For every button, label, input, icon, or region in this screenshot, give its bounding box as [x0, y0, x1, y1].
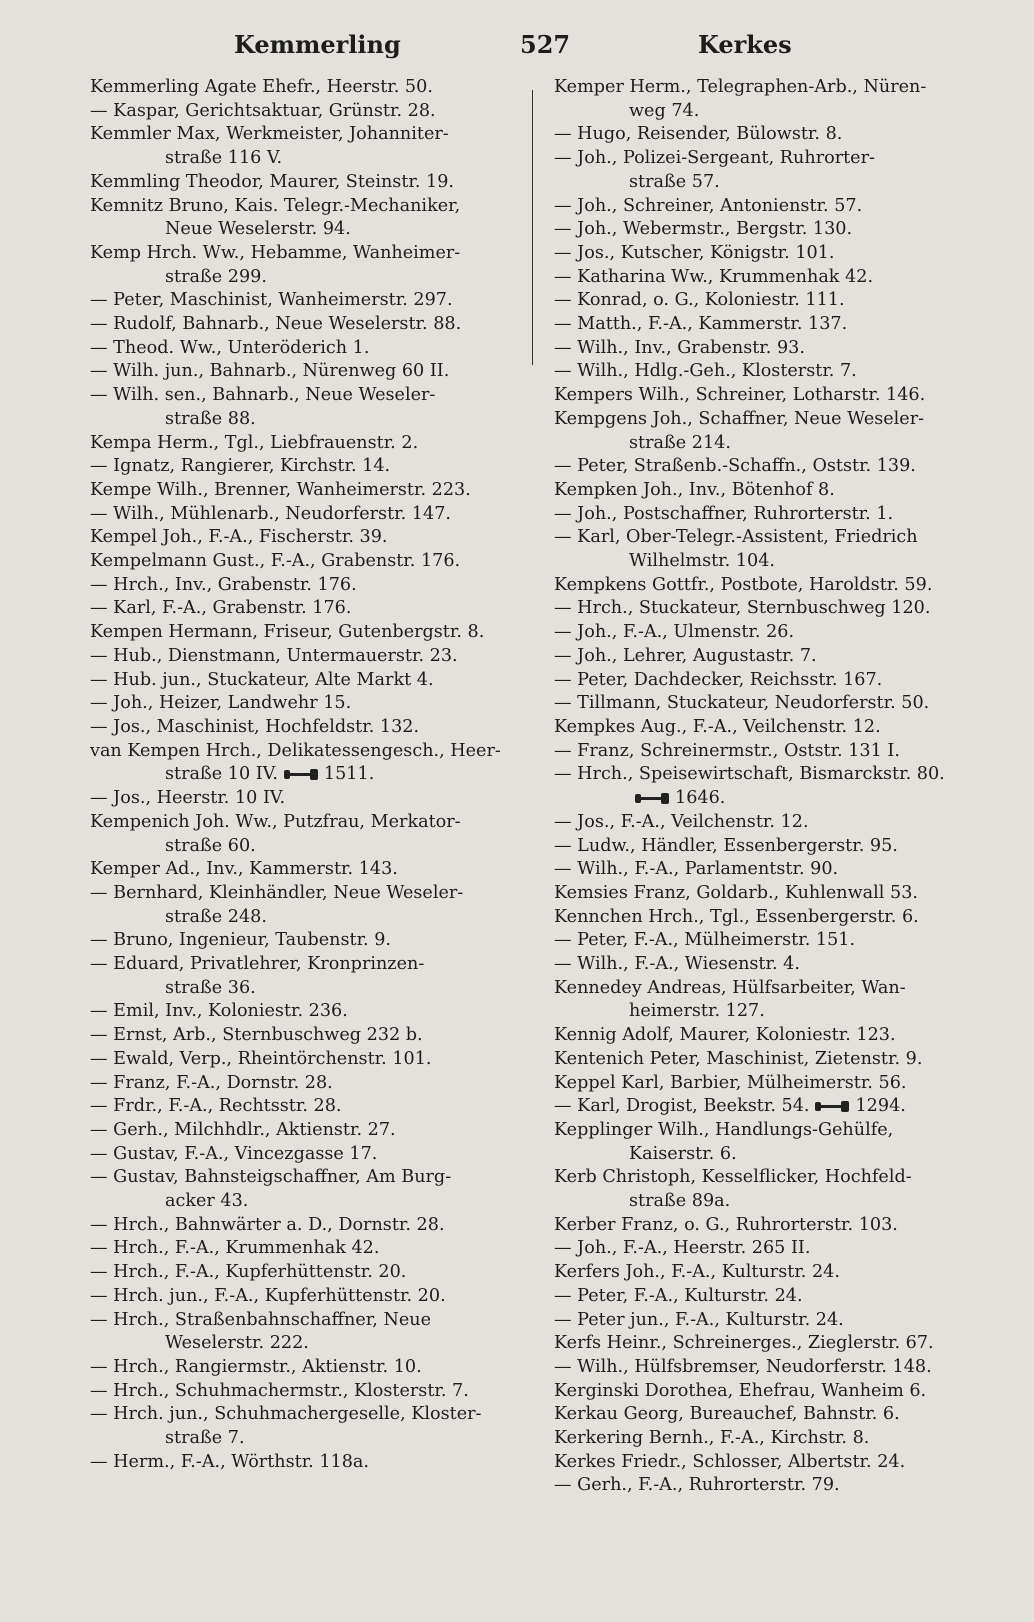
- entry-line: — Bernhard, Kleinhändler, Neue Weseler-: [90, 882, 464, 903]
- entry-continuation: [90, 218, 520, 242]
- entry-line: Kempelmann Gust., F.-A., Grabenstr. 176.: [90, 551, 461, 572]
- entry-line: Kerkau Georg, Bureauchef, Bahnstr. 6.: [554, 1404, 900, 1425]
- entry-line: — Karl, Drogist, Beekstr. 54.: [554, 1096, 810, 1117]
- directory-entry: [554, 1261, 984, 1285]
- directory-entry: [90, 455, 520, 479]
- entry-line: — Hrch., Bahnwärter a. D., Dornstr. 28.: [90, 1214, 445, 1235]
- entry-line: Kemnitz Bruno, Kais. Telegr.-Mechaniker,: [90, 195, 461, 216]
- entry-continuation-text: straße 57.: [629, 171, 720, 192]
- entry-line: Kemmerling Agate Ehefr., Heerstr. 50.: [90, 77, 433, 97]
- entry-line: Kerfs Heinr., Schreinerges., Zieglerstr. 67.: [554, 1333, 934, 1354]
- directory-entry: [554, 1332, 984, 1356]
- directory-entry: [90, 929, 520, 953]
- entry-continuation: [90, 1427, 520, 1451]
- directory-entry: [554, 1380, 984, 1404]
- entry-line: Kemmling Theodor, Maurer, Steinstr. 19.: [90, 171, 455, 192]
- entry-continuation-text: Kaiserstr. 6.: [629, 1143, 737, 1164]
- entry-line: — Hrch., F.-A., Kupferhüttenstr. 20.: [90, 1262, 407, 1283]
- telephone-icon: [635, 793, 669, 804]
- entry-line: — Wilh., F.-A., Wiesenstr. 4.: [554, 954, 800, 975]
- entry-line: — Gerh., Milchhdlr., Aktienstr. 27.: [90, 1119, 396, 1140]
- directory-entry: [554, 669, 984, 693]
- entry-line: — Jos., Maschinist, Hochfeldstr. 132.: [90, 716, 420, 737]
- directory-entry: [554, 1427, 984, 1451]
- directory-entry: [554, 1403, 984, 1427]
- entry-line: — Hrch., Inv., Grabenstr. 176.: [90, 574, 357, 595]
- entry-line: — Joh., Schreiner, Antonienstr. 57.: [554, 195, 863, 216]
- entry-line: Kempkes Aug., F.-A., Veilchenstr. 12.: [554, 716, 881, 737]
- directory-entry: [90, 597, 520, 621]
- directory-entry: [90, 811, 520, 858]
- entry-continuation: [90, 408, 520, 432]
- entry-line: — Wilh. sen., Bahnarb., Neue Weseler-: [90, 385, 436, 406]
- directory-entry: [90, 123, 520, 170]
- entry-line: — Hrch., F.-A., Krummenhak 42.: [90, 1238, 380, 1259]
- directory-entry: [554, 479, 984, 503]
- directory-entry: [554, 1356, 984, 1380]
- directory-entry: [554, 1024, 984, 1048]
- directory-entry: [90, 289, 520, 313]
- entry-continuation-text: straße 89a.: [629, 1191, 731, 1212]
- entry-line: Kennig Adolf, Maurer, Koloniestr. 123.: [554, 1025, 896, 1046]
- directory-entry: [554, 811, 984, 835]
- directory-entry: [554, 337, 984, 361]
- directory-entry: [554, 1095, 984, 1119]
- entry-line: — Ernst, Arb., Sternbuschweg 232 b.: [90, 1025, 423, 1046]
- entry-line: — Jos., Kutscher, Königstr. 101.: [554, 242, 835, 263]
- entry-continuation: [90, 1332, 520, 1356]
- directory-entry: [90, 716, 520, 740]
- entry-continuation-text: Neue Weselerstr. 94.: [165, 219, 351, 240]
- entry-line: — Franz, Schreinermstr., Oststr. 131 I.: [554, 740, 900, 761]
- telephone-icon: [284, 769, 318, 780]
- directory-entry: [554, 1451, 984, 1475]
- directory-entry: [554, 289, 984, 313]
- column-divider: [532, 90, 533, 365]
- entry-continuation-text: straße 7.: [165, 1428, 245, 1449]
- entry-line: Kempken Joh., Inv., Bötenhof 8.: [554, 479, 835, 500]
- directory-entry: [554, 313, 984, 337]
- entry-line: — Joh., Polizei-Sergeant, Ruhrorter-: [554, 148, 875, 169]
- directory-entry: [90, 1095, 520, 1119]
- right-column: [554, 76, 984, 1498]
- directory-entry: [90, 384, 520, 431]
- entry-line: — Peter, F.-A., Kulturstr. 24.: [554, 1285, 803, 1306]
- directory-entry: [554, 645, 984, 669]
- directory-entry: [554, 123, 984, 147]
- entry-line: — Tillmann, Stuckateur, Neudorferstr. 50.: [554, 693, 930, 714]
- entry-continuation-text: straße 60.: [165, 835, 256, 856]
- entry-continuation-text: straße 36.: [165, 977, 256, 998]
- directory-entry: [90, 76, 520, 100]
- directory-entry: [554, 1237, 984, 1261]
- entry-line: Kerginski Dorothea, Ehefrau, Wanheim 6.: [554, 1380, 927, 1401]
- entry-continuation: [90, 147, 520, 171]
- directory-entry: [554, 147, 984, 194]
- entry-line: Kerkering Bernh., F.-A., Kirchstr. 8.: [554, 1428, 870, 1449]
- directory-entry: [90, 1214, 520, 1238]
- entry-continuation-text: straße 10 IV.: [165, 764, 278, 785]
- directory-entry: [90, 550, 520, 574]
- entry-line: — Hub. jun., Stuckateur, Alte Markt 4.: [90, 669, 434, 690]
- entry-line: — Joh., Postschaffner, Ruhrorterstr. 1.: [554, 503, 894, 524]
- phone-number: 1294.: [855, 1096, 906, 1117]
- directory-entry: [554, 1166, 984, 1213]
- entry-line: — Peter, Dachdecker, Reichsstr. 167.: [554, 669, 883, 690]
- entry-line: — Wilh., Hdlg.-Geh., Klosterstr. 7.: [554, 361, 857, 382]
- entry-line: — Gustav, Bahnsteigschaffner, Am Burg-: [90, 1167, 452, 1188]
- directory-entry: [90, 1309, 520, 1356]
- directory-entry: [554, 408, 984, 455]
- directory-entry: [554, 1072, 984, 1096]
- entry-continuation: [90, 835, 520, 859]
- directory-entry: [554, 906, 984, 930]
- entry-line: — Joh., F.-A., Heerstr. 265 II.: [554, 1238, 811, 1259]
- entry-line: — Theod. Ww., Unteröderich 1.: [90, 337, 370, 358]
- page-number: 527: [520, 30, 571, 59]
- directory-entry: [90, 1072, 520, 1096]
- directory-entry: [554, 526, 984, 573]
- entry-line: — Hrch., Rangiermstr., Aktienstr. 10.: [90, 1356, 422, 1377]
- entry-continuation: [90, 906, 520, 930]
- directory-entry: [554, 455, 984, 479]
- entry-line: Kerber Franz, o. G., Ruhrorterstr. 103.: [554, 1214, 898, 1235]
- entry-continuation: [554, 100, 984, 124]
- directory-entry: [554, 1309, 984, 1333]
- directory-entry: [554, 1285, 984, 1309]
- entry-continuation-text: weg 74.: [629, 100, 700, 121]
- entry-line: — Wilh., F.-A., Parlamentstr. 90.: [554, 859, 839, 880]
- entry-continuation-text: straße 248.: [165, 906, 267, 927]
- entry-line: — Hrch., Speisewirtschaft, Bismarckstr. 80.: [554, 764, 945, 785]
- entry-line: Kerkes Friedr., Schlosser, Albertstr. 24.: [554, 1451, 906, 1472]
- directory-entry: [554, 858, 984, 882]
- directory-entry: [90, 858, 520, 882]
- entry-line: — Joh., Lehrer, Augustastr. 7.: [554, 645, 817, 666]
- directory-entry: [90, 195, 520, 242]
- directory-entry: [90, 1356, 520, 1380]
- directory-entry: [90, 1285, 520, 1309]
- entry-line: — Joh., F.-A., Ulmenstr. 26.: [554, 622, 795, 643]
- directory-entry: [554, 1119, 984, 1166]
- entry-line: — Rudolf, Bahnarb., Neue Weselerstr. 88.: [90, 314, 462, 335]
- directory-entry: [554, 76, 984, 123]
- entry-continuation: [554, 550, 984, 574]
- entry-continuation: [90, 763, 520, 787]
- entry-line: — Hrch. jun., Schuhmachergeselle, Kloster-: [90, 1404, 482, 1425]
- entry-line: Kempen Hermann, Friseur, Gutenbergstr. 8.: [90, 622, 485, 643]
- entry-line: — Peter, Maschinist, Wanheimerstr. 297.: [90, 290, 453, 311]
- entry-line: — Gustav, F.-A., Vincezgasse 17.: [90, 1143, 378, 1164]
- directory-entry: [90, 740, 520, 787]
- phone-number: 1646.: [675, 788, 726, 809]
- directory-entry: [90, 1403, 520, 1450]
- entry-continuation-text: straße 88.: [165, 408, 256, 429]
- entry-line: Kemper Ad., Inv., Kammerstr. 143.: [90, 859, 398, 880]
- entry-line: Kennedey Andreas, Hülfsarbeiter, Wan-: [554, 977, 906, 998]
- directory-entry: [90, 669, 520, 693]
- entry-line: Kennchen Hrch., Tgl., Essenbergerstr. 6.: [554, 906, 919, 927]
- entry-line: Kemsies Franz, Goldarb., Kuhlenwall 53.: [554, 882, 918, 903]
- directory-entry: [554, 384, 984, 408]
- directory-entry: [90, 787, 520, 811]
- directory-entry: [554, 1474, 984, 1498]
- telephone-icon: [815, 1101, 849, 1112]
- entry-line: — Eduard, Privatlehrer, Kronprinzen-: [90, 954, 425, 975]
- directory-entry: [90, 1048, 520, 1072]
- entry-line: van Kempen Hrch., Delikatessengesch., Heer-: [90, 740, 501, 761]
- header-right-keyword: Kerkes: [698, 30, 792, 59]
- directory-entry: [554, 597, 984, 621]
- entry-line: — Karl, Ober-Telegr.-Assistent, Friedrich: [554, 527, 918, 548]
- entry-line: — Wilh., Inv., Grabenstr. 93.: [554, 337, 805, 358]
- entry-line: — Gerh., F.-A., Ruhrorterstr. 79.: [554, 1475, 840, 1496]
- entry-line: Kerfers Joh., F.-A., Kulturstr. 24.: [554, 1262, 840, 1283]
- directory-entry: [90, 432, 520, 456]
- entry-continuation-text: Wilhelmstr. 104.: [629, 551, 776, 572]
- entry-line: — Peter, Straßenb.-Schaffn., Oststr. 139.: [554, 456, 916, 477]
- directory-entry: [90, 621, 520, 645]
- entry-line: — Ludw., Händler, Essenbergerstr. 95.: [554, 835, 898, 856]
- directory-entry: [90, 100, 520, 124]
- directory-entry: [90, 313, 520, 337]
- entry-line: — Wilh., Hülfsbremser, Neudorferstr. 148.: [554, 1356, 932, 1377]
- directory-entry: [90, 360, 520, 384]
- entry-line: Kempel Joh., F.-A., Fischerstr. 39.: [90, 527, 388, 548]
- entry-line: Kempgens Joh., Schaffner, Neue Weseler-: [554, 408, 925, 429]
- entry-line: — Frdr., F.-A., Rechtsstr. 28.: [90, 1096, 342, 1117]
- directory-entry: [554, 740, 984, 764]
- phone-number: 1511.: [323, 764, 375, 785]
- entry-line: — Katharina Ww., Krummenhak 42.: [554, 266, 874, 287]
- entry-continuation: [554, 1143, 984, 1167]
- entry-line: — Konrad, o. G., Koloniestr. 111.: [554, 290, 845, 311]
- directory-entry: [90, 1261, 520, 1285]
- entry-continuation-text: straße 214.: [629, 432, 731, 453]
- directory-entry: [554, 977, 984, 1024]
- directory-entry: [90, 1237, 520, 1261]
- entry-line: — Wilh. jun., Bahnarb., Nürenweg 60 II.: [90, 361, 450, 382]
- directory-entry: [90, 526, 520, 550]
- entry-continuation: [90, 266, 520, 290]
- entry-line: — Hrch., Schuhmachermstr., Klosterstr. 7.: [90, 1380, 469, 1401]
- entry-line: — Karl, F.-A., Grabenstr. 176.: [90, 598, 352, 619]
- directory-entry: [554, 929, 984, 953]
- entry-continuation: [90, 977, 520, 1001]
- entry-line: — Joh., Webermstr., Bergstr. 130.: [554, 219, 853, 240]
- directory-entry: [90, 1143, 520, 1167]
- header-left-keyword: Kemmerling: [234, 30, 401, 59]
- entry-continuation: [554, 1000, 984, 1024]
- entry-continuation-text: straße 299.: [165, 266, 267, 287]
- directory-entry: [554, 195, 984, 219]
- directory-entry: [90, 1024, 520, 1048]
- directory-entry: [90, 1166, 520, 1213]
- entry-line: Keppel Karl, Barbier, Mülheimerstr. 56.: [554, 1072, 907, 1093]
- directory-entry: [90, 574, 520, 598]
- entry-continuation-text: heimerstr. 127.: [629, 1001, 765, 1022]
- entry-continuation: [90, 1190, 520, 1214]
- entry-line: Kepplinger Wilh., Handlungs-Gehülfe,: [554, 1119, 894, 1140]
- directory-entry: [554, 882, 984, 906]
- directory-entry: [90, 1380, 520, 1404]
- directory-entry: [90, 337, 520, 361]
- entry-line: Kempkens Gottfr., Postbote, Haroldstr. 59.: [554, 574, 933, 595]
- entry-line: — Joh., Heizer, Landwehr 15.: [90, 693, 352, 714]
- entry-continuation: [554, 787, 984, 811]
- entry-line: — Ignatz, Rangierer, Kirchstr. 14.: [90, 456, 391, 477]
- directory-entry: [90, 242, 520, 289]
- entry-continuation: [554, 171, 984, 195]
- entry-line: — Hrch., Straßenbahnschaffner, Neue: [90, 1309, 431, 1330]
- directory-entry: [90, 1119, 520, 1143]
- page-header: [90, 30, 970, 70]
- entry-continuation: [554, 432, 984, 456]
- directory-entry: [554, 266, 984, 290]
- entry-line: — Herm., F.-A., Wörthstr. 118a.: [90, 1451, 370, 1472]
- directory-entry: [90, 645, 520, 669]
- entry-line: — Jos., F.-A., Veilchenstr. 12.: [554, 811, 809, 832]
- directory-entry: [90, 503, 520, 527]
- entry-line: — Kaspar, Gerichtsaktuar, Grünstr. 28.: [90, 100, 436, 121]
- entry-line: — Hrch., Stuckateur, Sternbuschweg 120.: [554, 598, 931, 619]
- entry-line: Kempa Herm., Tgl., Liebfrauenstr. 2.: [90, 432, 419, 453]
- entry-line: — Jos., Heerstr. 10 IV.: [90, 788, 286, 809]
- directory-entry: [554, 242, 984, 266]
- directory-entry: [90, 692, 520, 716]
- directory-entry: [554, 1048, 984, 1072]
- entry-line: Kempers Wilh., Schreiner, Lotharstr. 146.: [554, 385, 926, 406]
- directory-entry: [554, 574, 984, 598]
- entry-line: — Emil, Inv., Koloniestr. 236.: [90, 1001, 348, 1022]
- entry-line: Kemp Hrch. Ww., Hebamme, Wanheimer-: [90, 242, 461, 263]
- directory-entry: [554, 360, 984, 384]
- directory-entry: [554, 716, 984, 740]
- directory-entry: [90, 479, 520, 503]
- entry-line: — Wilh., Mühlenarb., Neudorferstr. 147.: [90, 503, 451, 524]
- directory-entry: [554, 763, 984, 810]
- entry-line: — Bruno, Ingenieur, Taubenstr. 9.: [90, 930, 392, 951]
- directory-entry: [90, 171, 520, 195]
- directory-entry: [90, 882, 520, 929]
- directory-entry: [90, 1000, 520, 1024]
- directory-entry: [554, 1214, 984, 1238]
- directory-entry: [554, 953, 984, 977]
- directory-entry: [90, 1451, 520, 1475]
- entry-line: — Ewald, Verp., Rheintörchenstr. 101.: [90, 1048, 432, 1069]
- entry-line: — Peter jun., F.-A., Kulturstr. 24.: [554, 1309, 844, 1330]
- entry-continuation-text: Weselerstr. 222.: [165, 1333, 309, 1354]
- entry-continuation: [554, 1190, 984, 1214]
- directory-entry: [90, 953, 520, 1000]
- entry-line: Kentenich Peter, Maschinist, Zietenstr. 9.: [554, 1048, 923, 1069]
- directory-entry: [554, 835, 984, 859]
- directory-entry: [554, 621, 984, 645]
- entry-line: Kempenich Joh. Ww., Putzfrau, Merkator-: [90, 811, 461, 832]
- entry-line: — Hrch. jun., F.-A., Kupferhüttenstr. 20.: [90, 1285, 446, 1306]
- entry-line: Kemper Herm., Telegraphen-Arb., Nüren-: [554, 77, 927, 97]
- entry-line: — Franz, F.-A., Dornstr. 28.: [90, 1072, 333, 1093]
- left-column: [90, 76, 520, 1474]
- directory-entry: [554, 503, 984, 527]
- directory-entry: [554, 218, 984, 242]
- entry-continuation-text: straße 116 V.: [165, 148, 283, 169]
- entry-line: Kemmler Max, Werkmeister, Johanniter-: [90, 124, 449, 145]
- entry-line: — Matth., F.-A., Kammerstr. 137.: [554, 314, 848, 335]
- entry-line: — Hugo, Reisender, Bülowstr. 8.: [554, 124, 843, 145]
- entry-continuation-text: acker 43.: [165, 1191, 249, 1212]
- entry-line: — Hub., Dienstmann, Untermauerstr. 23.: [90, 645, 458, 666]
- entry-line: — Peter, F.-A., Mülheimerstr. 151.: [554, 930, 856, 951]
- directory-entry: [554, 692, 984, 716]
- entry-line: Kerb Christoph, Kesselflicker, Hochfeld-: [554, 1167, 912, 1188]
- entry-line: Kempe Wilh., Brenner, Wanheimerstr. 223.: [90, 479, 471, 500]
